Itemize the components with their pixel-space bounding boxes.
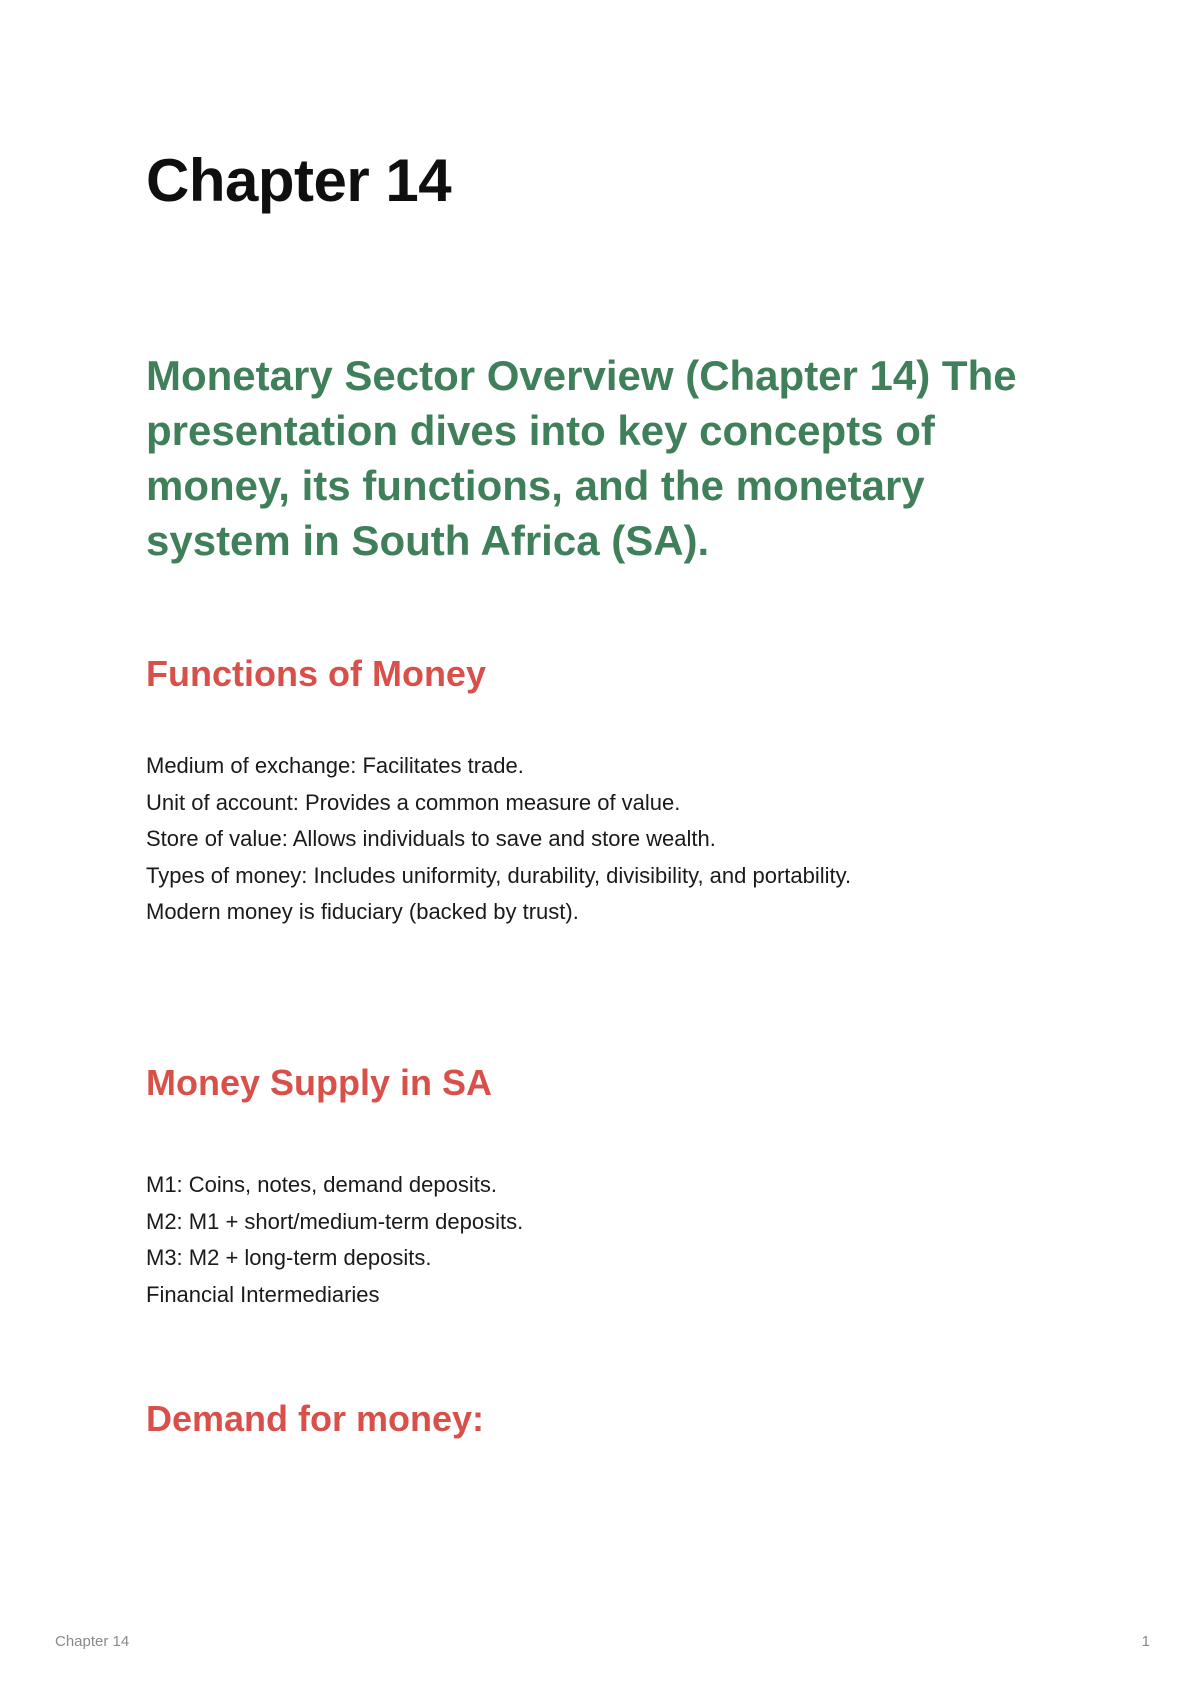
list-item: M1: Coins, notes, demand deposits. (146, 1172, 497, 1197)
footer-document-name: Chapter 14 (55, 1633, 130, 1650)
section-heading-functions-of-money: Functions of Money (146, 653, 486, 694)
list-item: M3: M2 + long-term deposits. (146, 1245, 432, 1270)
list-item: Store of value: Allows individuals to save and store wealth. (146, 826, 716, 851)
list-item: M2: M1 + short/medium-term deposits. (146, 1208, 524, 1234)
overview-heading: Monetary Sector Overview (Chapter 14) The presentation dives into key concepts of money, its functions, and the monetary system in South Africa (SA). (146, 352, 1017, 564)
section-heading-money-supply: Money Supply in SA (146, 1062, 493, 1103)
money-supply-list (146, 1167, 523, 1313)
list-item: Modern money is fiduciary (backed by trust). (146, 899, 579, 924)
list-item: Financial Intermediaries (146, 1281, 380, 1307)
list-item: Unit of account: Provides a common measure of value. (146, 789, 681, 815)
list-item: Types of money: Includes uniformity, durability, divisibility, and portability. (146, 862, 852, 888)
page-title: Chapter 14 (146, 147, 452, 214)
section-heading-demand-for-money: Demand for money: (146, 1398, 485, 1439)
functions-of-money-list (146, 748, 851, 931)
list-item: Medium of exchange: Facilitates trade. (146, 753, 524, 778)
footer-page-number: 1 (1141, 1633, 1150, 1650)
